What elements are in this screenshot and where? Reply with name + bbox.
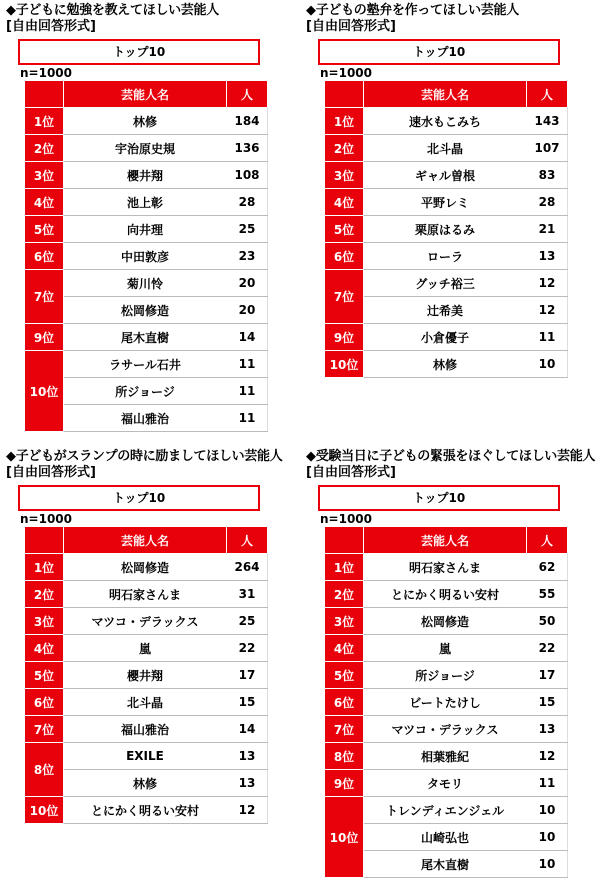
rank-cell: 1位	[325, 108, 364, 135]
table-row	[325, 135, 568, 162]
table-row	[325, 770, 568, 797]
count-cell: 12	[527, 270, 568, 297]
name-cell: 松岡修造	[364, 608, 527, 635]
table-row	[25, 716, 268, 743]
rank-cell: 8位	[25, 743, 64, 797]
name-cell: 林修	[64, 108, 227, 135]
rank-cell: 3位	[325, 162, 364, 189]
rank-cell: 2位	[325, 581, 364, 608]
panel-subtitle: [自由回答形式]	[6, 465, 96, 480]
name-cell: 福山雅治	[64, 405, 227, 432]
name-cell: 林修	[64, 770, 227, 797]
name-cell: 栗原はるみ	[364, 216, 527, 243]
table-row	[25, 243, 268, 270]
count-cell: 11	[527, 770, 568, 797]
table-row	[325, 581, 568, 608]
name-cell: マツコ・デラックス	[364, 716, 527, 743]
name-cell: 櫻井翔	[64, 162, 227, 189]
name-cell: 北斗晶	[64, 689, 227, 716]
rank-cell: 4位	[325, 189, 364, 216]
table-row	[25, 189, 268, 216]
count-cell: 28	[227, 189, 268, 216]
count-cell: 55	[527, 581, 568, 608]
rank-cell: 2位	[25, 135, 64, 162]
name-cell: タモリ	[364, 770, 527, 797]
name-cell: 宇治原史規	[64, 135, 227, 162]
header-name-cell: 芸能人名	[364, 527, 527, 554]
name-cell: とにかく明るい安村	[64, 797, 227, 824]
table-row	[325, 608, 568, 635]
table-row	[25, 135, 268, 162]
count-cell: 11	[227, 405, 268, 432]
panel-subtitle: [自由回答形式]	[306, 19, 396, 34]
name-cell: 嵐	[364, 635, 527, 662]
header-rank-cell	[325, 527, 364, 554]
rank-cell: 10位	[25, 351, 64, 432]
header-count-cell: 人	[527, 527, 568, 554]
count-cell: 23	[227, 243, 268, 270]
count-cell: 264	[227, 554, 268, 581]
sample-size: n=1000	[320, 512, 372, 526]
panel-subtitle: [自由回答形式]	[306, 465, 396, 480]
count-cell: 11	[227, 351, 268, 378]
table-row	[325, 689, 568, 716]
count-cell: 12	[527, 297, 568, 324]
ranking-panel-exam-day	[306, 448, 596, 878]
table-row	[325, 662, 568, 689]
count-cell: 28	[527, 189, 568, 216]
table-row	[325, 189, 568, 216]
rank-cell: 10位	[325, 797, 364, 878]
count-cell: 25	[227, 216, 268, 243]
rank-cell: 4位	[25, 189, 64, 216]
rank-cell: 8位	[325, 743, 364, 770]
name-cell: 明石家さんま	[64, 581, 227, 608]
rank-cell: 2位	[25, 581, 64, 608]
count-cell: 10	[527, 351, 568, 378]
name-cell: ラサール石井	[64, 351, 227, 378]
table-row	[25, 216, 268, 243]
panel-title: ◆子どもがスランプの時に励ましてほしい芸能人	[6, 449, 283, 464]
name-cell: 北斗晶	[364, 135, 527, 162]
count-cell: 12	[527, 743, 568, 770]
table-row	[25, 797, 268, 824]
sample-size: n=1000	[20, 512, 72, 526]
rank-cell: 10位	[325, 351, 364, 378]
table-row	[25, 662, 268, 689]
count-cell: 10	[527, 824, 568, 851]
name-cell: 池上彰	[64, 189, 227, 216]
name-cell: 櫻井翔	[64, 662, 227, 689]
rank-cell: 6位	[25, 243, 64, 270]
count-cell: 12	[227, 797, 268, 824]
count-cell: 15	[527, 689, 568, 716]
count-cell: 83	[527, 162, 568, 189]
sample-size: n=1000	[20, 66, 72, 80]
rank-cell: 3位	[325, 608, 364, 635]
name-cell: ビートたけし	[364, 689, 527, 716]
count-cell: 13	[227, 743, 268, 770]
name-cell: 辻希美	[364, 297, 527, 324]
table-header-row	[325, 527, 568, 554]
name-cell: 菊川怜	[64, 270, 227, 297]
count-cell: 50	[527, 608, 568, 635]
rank-cell: 2位	[325, 135, 364, 162]
table-row	[325, 162, 568, 189]
name-cell: 松岡修造	[64, 297, 227, 324]
table-row	[25, 689, 268, 716]
table-row	[25, 635, 268, 662]
count-cell: 107	[527, 135, 568, 162]
count-cell: 20	[227, 297, 268, 324]
top10-label: トップ10	[18, 485, 260, 511]
count-cell: 20	[227, 270, 268, 297]
rank-cell: 10位	[25, 797, 64, 824]
table-row	[325, 554, 568, 581]
header-count-cell: 人	[527, 81, 568, 108]
panel-title: ◆受験当日に子どもの緊張をほぐしてほしい芸能人	[306, 449, 596, 464]
count-cell: 62	[527, 554, 568, 581]
ranking-table	[324, 526, 568, 878]
table-row	[325, 635, 568, 662]
rank-cell: 5位	[325, 662, 364, 689]
name-cell: マツコ・デラックス	[64, 608, 227, 635]
top10-label: トップ10	[318, 485, 560, 511]
rank-cell: 5位	[25, 662, 64, 689]
name-cell: 所ジョージ	[64, 378, 227, 405]
rank-cell: 6位	[25, 689, 64, 716]
rank-cell: 5位	[25, 216, 64, 243]
rank-cell: 9位	[325, 770, 364, 797]
count-cell: 143	[527, 108, 568, 135]
rank-cell: 3位	[25, 162, 64, 189]
panel-subtitle: [自由回答形式]	[6, 19, 96, 34]
table-row	[25, 581, 268, 608]
rank-cell: 6位	[325, 243, 364, 270]
header-count-cell: 人	[227, 527, 268, 554]
name-cell: 尾木直樹	[64, 324, 227, 351]
table-header-row	[325, 81, 568, 108]
name-cell: 相葉雅紀	[364, 743, 527, 770]
table-header-row	[25, 81, 268, 108]
ranking-panel-study	[6, 2, 278, 432]
rank-cell: 9位	[325, 324, 364, 351]
count-cell: 22	[227, 635, 268, 662]
table-row	[325, 797, 568, 824]
ranking-table	[24, 526, 268, 824]
table-row	[25, 270, 268, 297]
table-row	[325, 216, 568, 243]
rank-cell: 6位	[325, 689, 364, 716]
count-cell: 136	[227, 135, 268, 162]
count-cell: 31	[227, 581, 268, 608]
count-cell: 15	[227, 689, 268, 716]
table-row	[325, 324, 568, 351]
count-cell: 10	[527, 851, 568, 878]
ranking-table	[24, 80, 268, 432]
rank-cell: 5位	[325, 216, 364, 243]
name-cell: EXILE	[64, 743, 227, 770]
count-cell: 17	[227, 662, 268, 689]
count-cell: 14	[227, 324, 268, 351]
name-cell: トレンディエンジェル	[364, 797, 527, 824]
count-cell: 14	[227, 716, 268, 743]
table-row	[25, 554, 268, 581]
name-cell: 嵐	[64, 635, 227, 662]
header-name-cell: 芸能人名	[364, 81, 527, 108]
count-cell: 25	[227, 608, 268, 635]
header-name-cell: 芸能人名	[64, 527, 227, 554]
name-cell: 明石家さんま	[364, 554, 527, 581]
name-cell: ローラ	[364, 243, 527, 270]
name-cell: 松岡修造	[64, 554, 227, 581]
table-row	[325, 243, 568, 270]
count-cell: 184	[227, 108, 268, 135]
sample-size: n=1000	[320, 66, 372, 80]
count-cell: 21	[527, 216, 568, 243]
name-cell: 平野レミ	[364, 189, 527, 216]
rank-cell: 1位	[25, 554, 64, 581]
name-cell: 所ジョージ	[364, 662, 527, 689]
header-rank-cell	[325, 81, 364, 108]
name-cell: とにかく明るい安村	[364, 581, 527, 608]
rank-cell: 4位	[25, 635, 64, 662]
count-cell: 13	[527, 243, 568, 270]
table-row	[25, 608, 268, 635]
top10-label: トップ10	[318, 39, 560, 65]
panel-title: ◆子どもに勉強を教えてほしい芸能人	[6, 3, 219, 18]
ranking-panel-slump	[6, 448, 283, 824]
table-row	[25, 743, 268, 770]
name-cell: 山崎弘也	[364, 824, 527, 851]
top10-label: トップ10	[18, 39, 260, 65]
count-cell: 108	[227, 162, 268, 189]
rank-cell: 7位	[25, 716, 64, 743]
count-cell: 13	[527, 716, 568, 743]
count-cell: 11	[527, 324, 568, 351]
header-name-cell: 芸能人名	[64, 81, 227, 108]
count-cell: 22	[527, 635, 568, 662]
rank-cell: 1位	[25, 108, 64, 135]
table-row	[325, 743, 568, 770]
count-cell: 11	[227, 378, 268, 405]
panel-title: ◆子どもの塾弁を作ってほしい芸能人	[306, 3, 519, 18]
rank-cell: 4位	[325, 635, 364, 662]
rank-cell: 7位	[325, 270, 364, 324]
count-cell: 17	[527, 662, 568, 689]
name-cell: 中田敦彦	[64, 243, 227, 270]
rank-cell: 9位	[25, 324, 64, 351]
table-row	[25, 108, 268, 135]
name-cell: 速水もこみち	[364, 108, 527, 135]
table-row	[325, 108, 568, 135]
name-cell: 林修	[364, 351, 527, 378]
count-cell: 13	[227, 770, 268, 797]
name-cell: 小倉優子	[364, 324, 527, 351]
header-rank-cell	[25, 527, 64, 554]
count-cell: 10	[527, 797, 568, 824]
header-rank-cell	[25, 81, 64, 108]
table-header-row	[25, 527, 268, 554]
name-cell: グッチ裕三	[364, 270, 527, 297]
name-cell: ギャル曽根	[364, 162, 527, 189]
table-row	[325, 270, 568, 297]
table-row	[325, 716, 568, 743]
rank-cell: 3位	[25, 608, 64, 635]
name-cell: 向井理	[64, 216, 227, 243]
table-row	[325, 351, 568, 378]
rank-cell: 1位	[325, 554, 364, 581]
name-cell: 福山雅治	[64, 716, 227, 743]
name-cell: 尾木直樹	[364, 851, 527, 878]
table-row	[25, 162, 268, 189]
table-row	[25, 324, 268, 351]
header-count-cell: 人	[227, 81, 268, 108]
ranking-table	[324, 80, 568, 378]
rank-cell: 7位	[325, 716, 364, 743]
rank-cell: 7位	[25, 270, 64, 324]
table-row	[25, 351, 268, 378]
ranking-panel-lunchbox	[306, 2, 578, 378]
